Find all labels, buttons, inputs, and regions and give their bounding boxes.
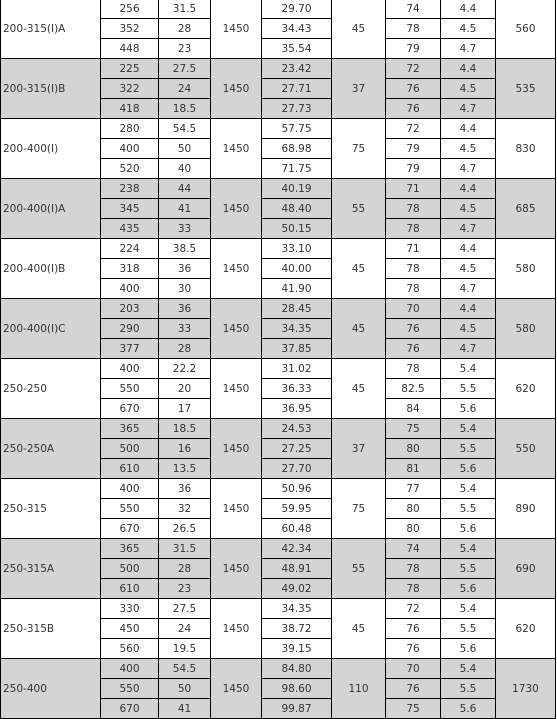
head-cell: 33 [159,319,211,339]
head-cell: 31.5 [159,0,211,19]
speed-cell: 1450 [211,119,262,179]
head-cell: 13.5 [159,459,211,479]
head-cell: 23 [159,39,211,59]
table-row [1,239,556,259]
shaft-power-cell: 99.87 [262,699,332,719]
motor-power-cell: 45 [332,0,386,59]
flow-cell: 448 [101,39,159,59]
table-row [1,479,556,499]
speed-cell: 1450 [211,479,262,539]
efficiency-cell: 78 [386,199,441,219]
flow-cell: 224 [101,239,159,259]
flow-cell: 450 [101,619,159,639]
motor-power-cell: 110 [332,659,386,719]
head-cell: 20 [159,379,211,399]
head-cell: 30 [159,279,211,299]
flow-cell: 225 [101,59,159,79]
efficiency-cell: 78 [386,219,441,239]
table-row [1,299,556,319]
efficiency-cell: 79 [386,139,441,159]
efficiency-cell: 78 [386,359,441,379]
npsh-cell: 5.4 [441,599,496,619]
npsh-cell: 5.4 [441,359,496,379]
efficiency-cell: 70 [386,659,441,679]
flow-cell: 345 [101,199,159,219]
table-row [1,599,556,619]
speed-cell: 1450 [211,659,262,719]
efficiency-cell: 72 [386,599,441,619]
weight-cell: 580 [496,299,556,359]
npsh-cell: 4.7 [441,219,496,239]
efficiency-cell: 76 [386,339,441,359]
head-cell: 38.5 [159,239,211,259]
model-cell: 200-400(I)B [1,239,101,299]
head-cell: 44 [159,179,211,199]
table-row [1,659,556,679]
shaft-power-cell: 50.96 [262,479,332,499]
efficiency-cell: 80 [386,439,441,459]
flow-cell: 418 [101,99,159,119]
flow-cell: 377 [101,339,159,359]
model-cell: 200-400(I) [1,119,101,179]
npsh-cell: 5.6 [441,579,496,599]
efficiency-cell: 76 [386,679,441,699]
npsh-cell: 4.7 [441,39,496,59]
head-cell: 22.2 [159,359,211,379]
motor-power-cell: 75 [332,119,386,179]
head-cell: 28 [159,339,211,359]
shaft-power-cell: 38.72 [262,619,332,639]
efficiency-cell: 72 [386,59,441,79]
model-cell: 200-315(I)B [1,59,101,119]
head-cell: 32 [159,499,211,519]
weight-cell: 685 [496,179,556,239]
table-row [1,539,556,559]
head-cell: 18.5 [159,99,211,119]
shaft-power-cell: 59.95 [262,499,332,519]
npsh-cell: 5.6 [441,639,496,659]
flow-cell: 500 [101,439,159,459]
flow-cell: 322 [101,79,159,99]
head-cell: 36 [159,479,211,499]
flow-cell: 365 [101,539,159,559]
shaft-power-cell: 27.73 [262,99,332,119]
shaft-power-cell: 29.70 [262,0,332,19]
npsh-cell: 5.6 [441,459,496,479]
shaft-power-cell: 28.45 [262,299,332,319]
head-cell: 23 [159,579,211,599]
head-cell: 24 [159,619,211,639]
shaft-power-cell: 68.98 [262,139,332,159]
efficiency-cell: 71 [386,179,441,199]
npsh-cell: 5.5 [441,619,496,639]
weight-cell: 535 [496,59,556,119]
shaft-power-cell: 27.70 [262,459,332,479]
npsh-cell: 5.4 [441,659,496,679]
npsh-cell: 4.5 [441,79,496,99]
shaft-power-cell: 42.34 [262,539,332,559]
npsh-cell: 4.4 [441,239,496,259]
shaft-power-cell: 33.10 [262,239,332,259]
table-row [1,0,556,19]
weight-cell: 560 [496,0,556,59]
npsh-cell: 4.4 [441,0,496,19]
table-row [1,179,556,199]
head-cell: 50 [159,679,211,699]
shaft-power-cell: 48.40 [262,199,332,219]
head-cell: 31.5 [159,539,211,559]
head-cell: 17 [159,399,211,419]
head-cell: 40 [159,159,211,179]
npsh-cell: 4.4 [441,299,496,319]
efficiency-cell: 76 [386,99,441,119]
speed-cell: 1450 [211,59,262,119]
flow-cell: 318 [101,259,159,279]
model-cell: 200-315(I)A [1,0,101,59]
efficiency-cell: 82.5 [386,379,441,399]
efficiency-cell: 74 [386,539,441,559]
shaft-power-cell: 40.00 [262,259,332,279]
efficiency-cell: 76 [386,79,441,99]
speed-cell: 1450 [211,599,262,659]
efficiency-cell: 79 [386,159,441,179]
shaft-power-cell: 23.42 [262,59,332,79]
flow-cell: 400 [101,139,159,159]
npsh-cell: 5.6 [441,519,496,539]
shaft-power-cell: 98.60 [262,679,332,699]
efficiency-cell: 76 [386,319,441,339]
flow-cell: 280 [101,119,159,139]
shaft-power-cell: 39.15 [262,639,332,659]
efficiency-cell: 80 [386,519,441,539]
npsh-cell: 5.6 [441,699,496,719]
shaft-power-cell: 71.75 [262,159,332,179]
shaft-power-cell: 31.02 [262,359,332,379]
npsh-cell: 5.6 [441,399,496,419]
head-cell: 41 [159,199,211,219]
efficiency-cell: 75 [386,419,441,439]
flow-cell: 610 [101,579,159,599]
speed-cell: 1450 [211,419,262,479]
head-cell: 28 [159,19,211,39]
head-cell: 27.5 [159,59,211,79]
head-cell: 19.5 [159,639,211,659]
shaft-power-cell: 34.35 [262,599,332,619]
npsh-cell: 4.5 [441,259,496,279]
weight-cell: 830 [496,119,556,179]
flow-cell: 550 [101,679,159,699]
model-cell: 250-315 [1,479,101,539]
npsh-cell: 4.5 [441,319,496,339]
motor-power-cell: 45 [332,299,386,359]
motor-power-cell: 55 [332,179,386,239]
flow-cell: 400 [101,479,159,499]
head-cell: 41 [159,699,211,719]
flow-cell: 560 [101,639,159,659]
shaft-power-cell: 50.15 [262,219,332,239]
efficiency-cell: 78 [386,579,441,599]
flow-cell: 610 [101,459,159,479]
shaft-power-cell: 49.02 [262,579,332,599]
efficiency-cell: 76 [386,619,441,639]
weight-cell: 550 [496,419,556,479]
efficiency-cell: 75 [386,699,441,719]
flow-cell: 238 [101,179,159,199]
head-cell: 50 [159,139,211,159]
flow-cell: 290 [101,319,159,339]
npsh-cell: 4.7 [441,339,496,359]
npsh-cell: 4.5 [441,19,496,39]
efficiency-cell: 78 [386,559,441,579]
weight-cell: 580 [496,239,556,299]
weight-cell: 620 [496,359,556,419]
shaft-power-cell: 41.90 [262,279,332,299]
efficiency-cell: 77 [386,479,441,499]
efficiency-cell: 78 [386,19,441,39]
shaft-power-cell: 35.54 [262,39,332,59]
npsh-cell: 5.5 [441,499,496,519]
efficiency-cell: 80 [386,499,441,519]
head-cell: 18.5 [159,419,211,439]
shaft-power-cell: 84.80 [262,659,332,679]
model-cell: 250-315B [1,599,101,659]
speed-cell: 1450 [211,179,262,239]
npsh-cell: 5.5 [441,439,496,459]
shaft-power-cell: 36.33 [262,379,332,399]
table-row [1,359,556,379]
npsh-cell: 5.5 [441,679,496,699]
speed-cell: 1450 [211,539,262,599]
efficiency-cell: 78 [386,259,441,279]
model-cell: 250-315A [1,539,101,599]
shaft-power-cell: 27.25 [262,439,332,459]
npsh-cell: 4.7 [441,279,496,299]
flow-cell: 400 [101,659,159,679]
shaft-power-cell: 34.35 [262,319,332,339]
npsh-cell: 4.7 [441,159,496,179]
efficiency-cell: 71 [386,239,441,259]
motor-power-cell: 75 [332,479,386,539]
head-cell: 16 [159,439,211,459]
head-cell: 27.5 [159,599,211,619]
shaft-power-cell: 27.71 [262,79,332,99]
speed-cell: 1450 [211,299,262,359]
flow-cell: 670 [101,699,159,719]
speed-cell: 1450 [211,0,262,59]
head-cell: 24 [159,79,211,99]
motor-power-cell: 45 [332,239,386,299]
head-cell: 28 [159,559,211,579]
flow-cell: 550 [101,379,159,399]
npsh-cell: 4.5 [441,199,496,219]
weight-cell: 620 [496,599,556,659]
flow-cell: 352 [101,19,159,39]
spec-table-body [1,0,556,719]
weight-cell: 690 [496,539,556,599]
flow-cell: 550 [101,499,159,519]
shaft-power-cell: 36.95 [262,399,332,419]
motor-power-cell: 37 [332,419,386,479]
model-cell: 250-400 [1,659,101,719]
npsh-cell: 4.4 [441,179,496,199]
efficiency-cell: 79 [386,39,441,59]
npsh-cell: 4.5 [441,139,496,159]
shaft-power-cell: 57.75 [262,119,332,139]
flow-cell: 330 [101,599,159,619]
npsh-cell: 5.4 [441,539,496,559]
efficiency-cell: 81 [386,459,441,479]
shaft-power-cell: 60.48 [262,519,332,539]
efficiency-cell: 74 [386,0,441,19]
npsh-cell: 4.4 [441,119,496,139]
npsh-cell: 5.4 [441,419,496,439]
flow-cell: 435 [101,219,159,239]
motor-power-cell: 45 [332,359,386,419]
shaft-power-cell: 34.43 [262,19,332,39]
flow-cell: 203 [101,299,159,319]
table-row [1,59,556,79]
model-cell: 200-400(I)C [1,299,101,359]
flow-cell: 256 [101,0,159,19]
shaft-power-cell: 24.53 [262,419,332,439]
table-row [1,419,556,439]
head-cell: 33 [159,219,211,239]
table-row [1,119,556,139]
model-cell: 200-400(I)A [1,179,101,239]
flow-cell: 520 [101,159,159,179]
head-cell: 54.5 [159,119,211,139]
npsh-cell: 5.5 [441,379,496,399]
npsh-cell: 4.7 [441,99,496,119]
flow-cell: 500 [101,559,159,579]
flow-cell: 670 [101,399,159,419]
head-cell: 54.5 [159,659,211,679]
flow-cell: 670 [101,519,159,539]
shaft-power-cell: 37.85 [262,339,332,359]
speed-cell: 1450 [211,239,262,299]
efficiency-cell: 76 [386,639,441,659]
motor-power-cell: 37 [332,59,386,119]
shaft-power-cell: 48.91 [262,559,332,579]
efficiency-cell: 84 [386,399,441,419]
weight-cell: 890 [496,479,556,539]
npsh-cell: 5.5 [441,559,496,579]
efficiency-cell: 78 [386,279,441,299]
motor-power-cell: 45 [332,599,386,659]
head-cell: 26.5 [159,519,211,539]
flow-cell: 400 [101,359,159,379]
npsh-cell: 4.4 [441,59,496,79]
model-cell: 250-250A [1,419,101,479]
head-cell: 36 [159,259,211,279]
model-cell: 250-250 [1,359,101,419]
efficiency-cell: 70 [386,299,441,319]
flow-cell: 365 [101,419,159,439]
efficiency-cell: 72 [386,119,441,139]
npsh-cell: 5.4 [441,479,496,499]
head-cell: 36 [159,299,211,319]
motor-power-cell: 55 [332,539,386,599]
weight-cell: 1730 [496,659,556,719]
speed-cell: 1450 [211,359,262,419]
flow-cell: 400 [101,279,159,299]
shaft-power-cell: 40.19 [262,179,332,199]
